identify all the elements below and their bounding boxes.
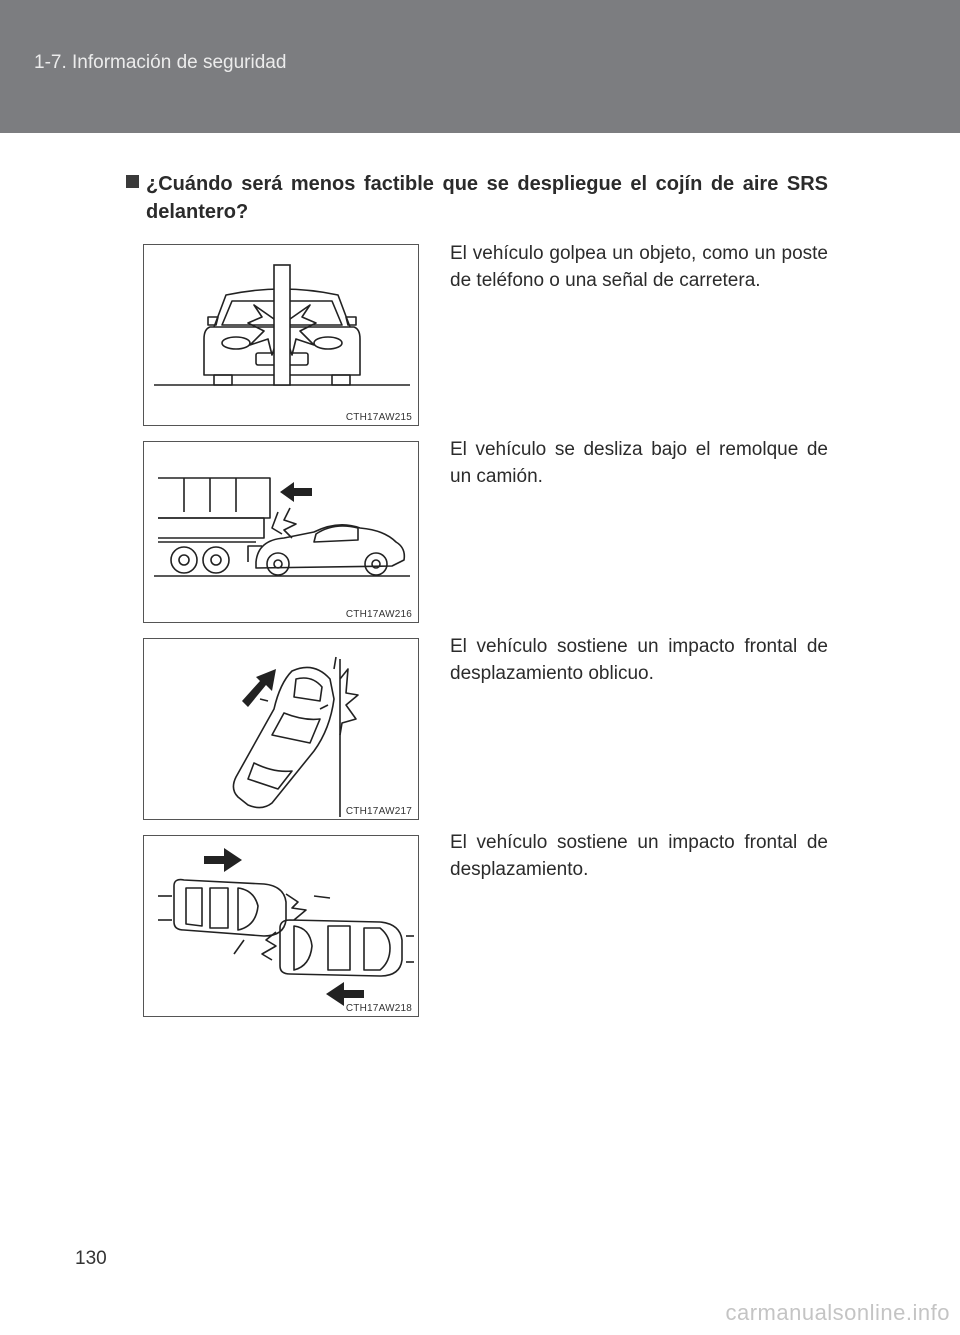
- figure-truck-underride: [143, 441, 419, 623]
- figure-code: CTH17AW216: [345, 609, 412, 620]
- watermark: carmanualsonline.info: [725, 1300, 950, 1325]
- description-truck-underride: El vehículo se desliza bajo el remolque de un camión.: [450, 439, 828, 487]
- page-header: [0, 0, 960, 133]
- description-oblique-impact: El vehículo sostiene un impacto frontal de desplazamiento oblicuo.: [450, 636, 828, 684]
- pole-impact-illustration: [144, 245, 418, 425]
- oblique-impact-illustration: [144, 639, 418, 819]
- square-bullet-icon: [126, 175, 139, 188]
- figure-code: CTH17AW215: [345, 412, 412, 423]
- question-heading: [126, 170, 828, 226]
- description-pole-impact: El vehículo golpea un objeto, como un poste de teléfono o una señal de carretera.: [450, 243, 828, 291]
- figure-pole-impact: [143, 244, 419, 426]
- figure-oblique-impact: [143, 638, 419, 820]
- description-offset-impact: El vehículo sostiene un impacto frontal de desplazamiento.: [450, 832, 828, 880]
- question-text: ¿Cuándo será menos factible que se despliegue el cojín de aire SRS delantero?: [146, 173, 828, 223]
- figure-code: CTH17AW218: [345, 1003, 412, 1014]
- offset-impact-illustration: [144, 836, 418, 1016]
- truck-underride-illustration: [144, 442, 418, 622]
- figure-offset-impact: [143, 835, 419, 1017]
- page-number: 130: [75, 1248, 107, 1269]
- section-title: 1-7. Información de seguridad: [34, 52, 287, 73]
- figure-code: CTH17AW217: [345, 806, 412, 817]
